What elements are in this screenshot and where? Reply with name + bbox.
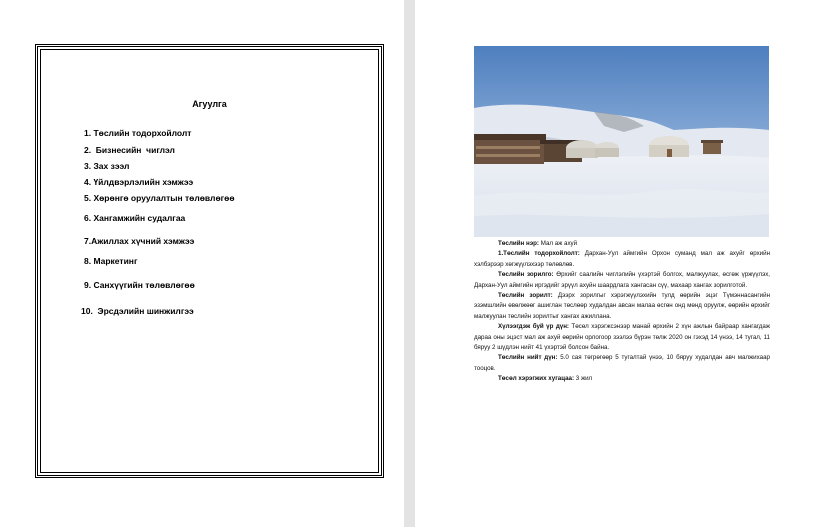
toc-item-3: 3. Зах зээл	[84, 161, 130, 171]
paragraph-total-amount	[474, 353, 770, 374]
text: Дархан-Уул аймгийн Орхон суманд мал аж ахуйг өрхийн хэлбэрээр хөгжүүлэхээр төлөвлөв.	[474, 250, 770, 268]
toc-item-1: 1. Төслийн тодорхойлолт	[84, 128, 192, 138]
toc-item-8: 8. Маркетинг	[84, 256, 138, 266]
toc-item-6: 6. Хангамжийн судалгаа	[84, 213, 186, 223]
document-page-right	[415, 0, 822, 527]
photo-yurt-winter-landscape-icon	[474, 46, 769, 237]
text: Дээрх зорилгыг хэрэгжүүлэхийн тулд өөрийн эцэг Түмэннасангийн эзэмшлийн өвөлжөөг ашиглан төслөөр худалдан авсан малаа өсгөн онд мөнд оруулж, өөрийн өрхийг малжуулан төслийн зорилтыг хангах ажиллана.	[474, 292, 770, 320]
text: Төсөл хэрэгжсэнээр манай өрхийн 2 хүн ажлын байраар хангагдаж дараа оны эцэст мал аж ахуй өөрийн орлогоор зээлээ бүрэн төлж 2020 он гэхэд 14 үнээ, 14 тугал, 11 бяруу 2 шүдлэн нийт 41 үхэртэй болсон байна.	[474, 323, 770, 352]
toc-item-9: 9. Санхүүгийн төлөвлөгөө	[84, 280, 195, 290]
page-separator	[404, 0, 415, 527]
paragraph-project-objective	[474, 291, 770, 322]
document-page-left	[0, 0, 404, 527]
toc-item-2: 2. Бизнесийн чиглэл	[84, 145, 175, 155]
label: Төслийн зорилго:	[498, 271, 554, 279]
toc-item-7: 7.Ажиллах хүчний хэмжээ	[84, 236, 195, 246]
toc-item-10: 10. Эрсдэлийн шинжилгээ	[81, 306, 194, 316]
text: Өрхийг саалийн чиглэлийн үхэртэй болгох, малжуулах, өсгөж үржүүлэх, Дархан-Уул аймгийн иргэдийг эрүүл ахуйн шаардлага хангасан сүү, махаар хангах зорилготой.	[474, 271, 771, 289]
toc-item-5: 5. Хөрөнгө оруулалтын төлөвлөгөө	[84, 193, 235, 203]
label: Төслийн нэр:	[498, 240, 539, 247]
paragraph-expected-result	[474, 322, 770, 353]
text: 3 жил	[574, 375, 593, 383]
label: Төслийн нийт дүн:	[498, 354, 558, 362]
project-description	[474, 239, 770, 385]
label: Төсөл хэрэгжих хугацаа:	[498, 375, 575, 383]
paragraph-duration	[474, 374, 770, 384]
paragraph-project-definition	[474, 249, 770, 270]
paragraph-project-name	[474, 239, 770, 249]
paragraph-project-goal	[474, 270, 770, 291]
label: Хүлээгдэж буй үр дүн:	[498, 323, 569, 331]
text: 5.0 сая төгрөгөөр 5 тугалтай үнээ, 10 бяруу худалдан авч малжихаар тооцов.	[474, 354, 770, 372]
label: 1.Төслийн тодорхойлолт:	[498, 250, 580, 258]
toc-item-4: 4. Үйлдвэрлэлийн хэмжээ	[84, 177, 194, 187]
label: Төслийн зорилт:	[498, 292, 553, 300]
text: Мал аж ахуй	[539, 240, 578, 247]
toc-title: Агуулга	[192, 99, 227, 109]
